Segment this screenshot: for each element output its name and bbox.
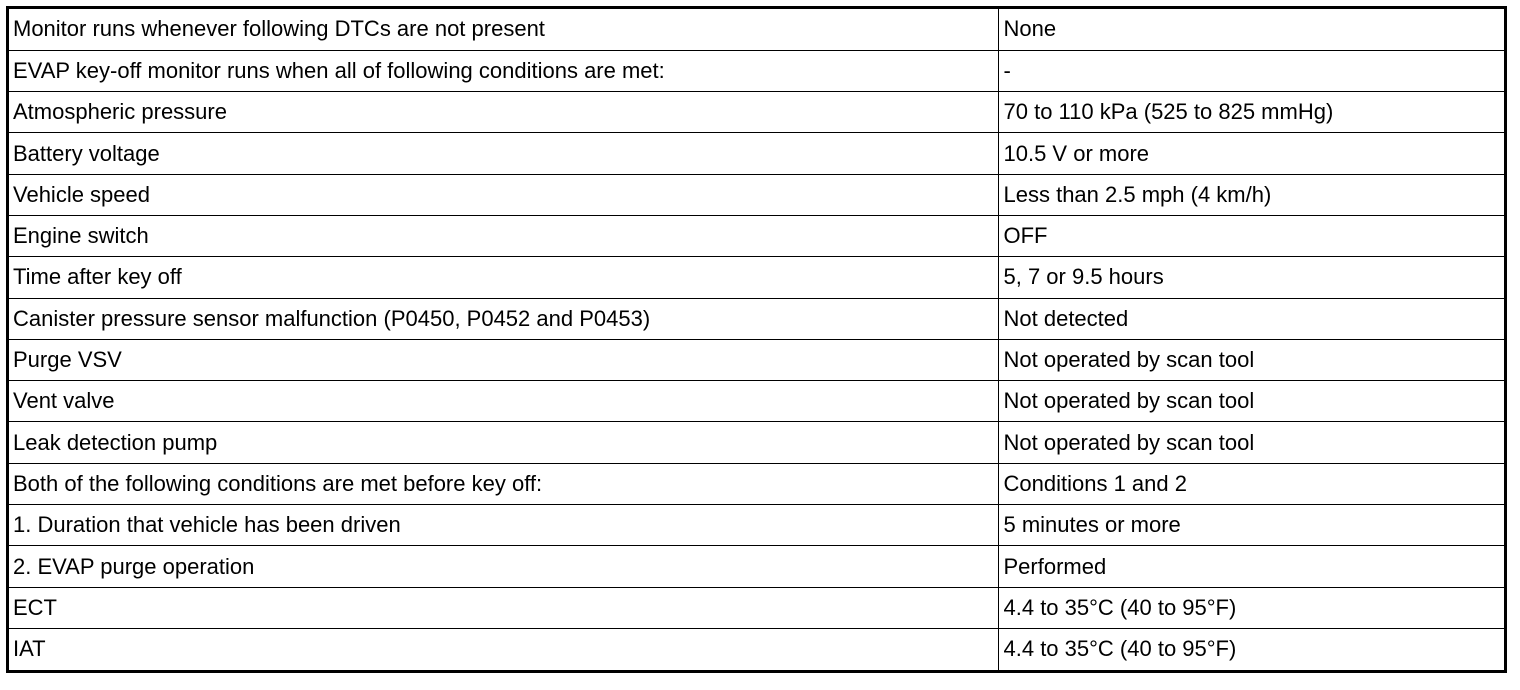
table-row — [9, 587, 1504, 628]
table-row — [9, 133, 1504, 174]
value-cell: Not operated by scan tool — [998, 339, 1504, 380]
table-row — [9, 628, 1504, 669]
value-cell: Conditions 1 and 2 — [998, 463, 1504, 504]
value-cell: Not operated by scan tool — [998, 381, 1504, 422]
table-row — [9, 381, 1504, 422]
condition-cell: Both of the following conditions are met before key off: — [9, 463, 998, 504]
condition-cell: Vehicle speed — [9, 174, 998, 215]
value-cell: Not operated by scan tool — [998, 422, 1504, 463]
value-cell: Not detected — [998, 298, 1504, 339]
table-row — [9, 174, 1504, 215]
condition-cell: Vent valve — [9, 381, 998, 422]
table-row — [9, 463, 1504, 504]
value-cell: 70 to 110 kPa (525 to 825 mmHg) — [998, 92, 1504, 133]
condition-cell: Atmospheric pressure — [9, 92, 998, 133]
table-row — [9, 215, 1504, 256]
table-row — [9, 298, 1504, 339]
value-cell: - — [998, 50, 1504, 91]
condition-cell: IAT — [9, 628, 998, 669]
condition-cell: ECT — [9, 587, 998, 628]
value-cell: 5, 7 or 9.5 hours — [998, 257, 1504, 298]
condition-cell: Canister pressure sensor malfunction (P0450, P0452 and P0453) — [9, 298, 998, 339]
table-row — [9, 422, 1504, 463]
condition-cell: Engine switch — [9, 215, 998, 256]
table-row — [9, 50, 1504, 91]
condition-cell: Purge VSV — [9, 339, 998, 380]
table-row — [9, 505, 1504, 546]
value-cell: 5 minutes or more — [998, 505, 1504, 546]
conditions-table-body — [9, 9, 1504, 670]
value-cell: 10.5 V or more — [998, 133, 1504, 174]
conditions-table-grid — [9, 9, 1504, 670]
value-cell: Performed — [998, 546, 1504, 587]
condition-cell: Monitor runs whenever following DTCs are not present — [9, 9, 998, 50]
condition-cell: 2. EVAP purge operation — [9, 546, 998, 587]
value-cell: OFF — [998, 215, 1504, 256]
condition-cell: 1. Duration that vehicle has been driven — [9, 505, 998, 546]
table-row — [9, 257, 1504, 298]
value-cell: 4.4 to 35°C (40 to 95°F) — [998, 587, 1504, 628]
conditions-table — [6, 6, 1507, 673]
condition-cell: Battery voltage — [9, 133, 998, 174]
condition-cell: Time after key off — [9, 257, 998, 298]
table-row — [9, 92, 1504, 133]
condition-cell: EVAP key-off monitor runs when all of following conditions are met: — [9, 50, 998, 91]
value-cell: 4.4 to 35°C (40 to 95°F) — [998, 628, 1504, 669]
value-cell: Less than 2.5 mph (4 km/h) — [998, 174, 1504, 215]
value-cell: None — [998, 9, 1504, 50]
table-row — [9, 546, 1504, 587]
table-row — [9, 339, 1504, 380]
table-row — [9, 9, 1504, 50]
condition-cell: Leak detection pump — [9, 422, 998, 463]
